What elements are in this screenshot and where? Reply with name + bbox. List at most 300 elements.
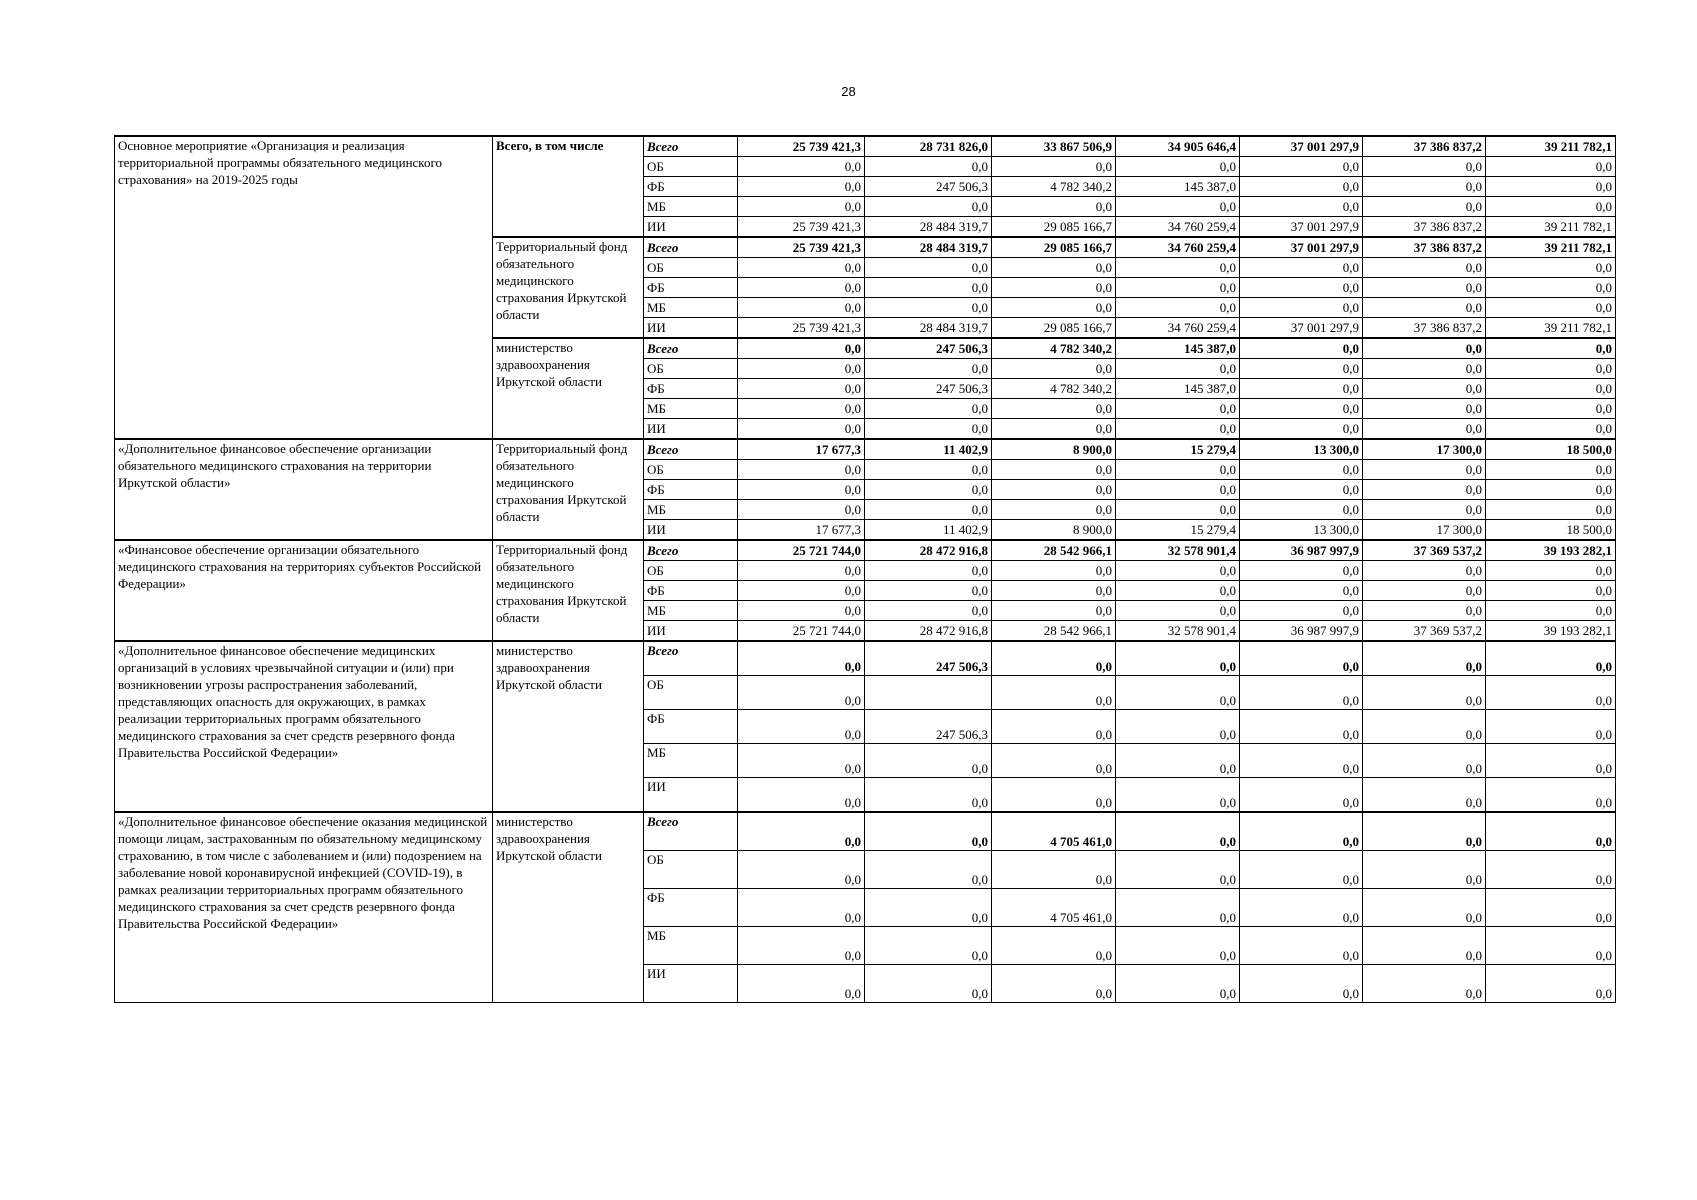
funding-source: ИИ	[644, 778, 738, 813]
amount-cell: 17 677,3	[738, 439, 865, 460]
budget-table	[114, 135, 1616, 1003]
executor-name: Территориальный фонд обязательного медицинского страхования Иркутской области	[493, 540, 644, 641]
amount-cell: 0,0	[738, 851, 865, 889]
funding-source: ИИ	[644, 520, 738, 541]
amount-cell: 0,0	[865, 889, 992, 927]
amount-cell: 0,0	[992, 561, 1116, 581]
funding-source: МБ	[644, 298, 738, 318]
executor-name: Территориальный фонд обязательного медицинского страхования Иркутской области	[493, 439, 644, 540]
amount-cell: 0,0	[865, 278, 992, 298]
funding-source: МБ	[644, 500, 738, 520]
amount-cell: 0,0	[865, 601, 992, 621]
amount-cell: 32 578 901,4	[1116, 540, 1240, 561]
funding-source: ОБ	[644, 460, 738, 480]
amount-cell: 0,0	[1486, 258, 1616, 278]
amount-cell: 0,0	[1486, 744, 1616, 778]
amount-cell: 4 782 340,2	[992, 379, 1116, 399]
funding-source: МБ	[644, 399, 738, 419]
amount-cell: 0,0	[865, 778, 992, 813]
amount-cell: 0,0	[1363, 379, 1486, 399]
amount-cell: 0,0	[1486, 676, 1616, 710]
amount-cell: 0,0	[738, 258, 865, 278]
executor-name: министерство здравоохранения Иркутской области	[493, 338, 644, 439]
amount-cell: 0,0	[1240, 778, 1363, 813]
amount-cell: 39 211 782,1	[1486, 237, 1616, 258]
amount-cell: 4 705 461,0	[992, 812, 1116, 851]
amount-cell: 0,0	[992, 927, 1116, 965]
amount-cell: 0,0	[865, 561, 992, 581]
funding-source: ФБ	[644, 278, 738, 298]
amount-cell: 0,0	[865, 197, 992, 217]
amount-cell: 0,0	[1240, 278, 1363, 298]
funding-source: МБ	[644, 927, 738, 965]
amount-cell: 0,0	[1363, 851, 1486, 889]
amount-cell: 0,0	[865, 812, 992, 851]
table-row-total	[115, 136, 1616, 157]
amount-cell: 0,0	[738, 927, 865, 965]
amount-cell: 11 402,9	[865, 439, 992, 460]
funding-source: МБ	[644, 601, 738, 621]
amount-cell: 0,0	[1116, 927, 1240, 965]
amount-cell: 37 386 837,2	[1363, 237, 1486, 258]
table-row-total	[115, 439, 1616, 460]
amount-cell: 39 193 282,1	[1486, 540, 1616, 561]
amount-cell: 145 387,0	[1116, 338, 1240, 359]
amount-cell: 0,0	[992, 278, 1116, 298]
amount-cell: 0,0	[865, 744, 992, 778]
amount-cell: 0,0	[1363, 197, 1486, 217]
amount-cell: 4 705 461,0	[992, 889, 1116, 927]
amount-cell: 0,0	[865, 298, 992, 318]
amount-cell: 0,0	[1116, 419, 1240, 440]
amount-cell: 39 211 782,1	[1486, 136, 1616, 157]
amount-cell: 0,0	[992, 298, 1116, 318]
amount-cell: 0,0	[1116, 965, 1240, 1003]
amount-cell: 0,0	[992, 851, 1116, 889]
amount-cell: 0,0	[865, 399, 992, 419]
funding-source: Всего	[644, 641, 738, 676]
amount-cell: 0,0	[992, 197, 1116, 217]
amount-cell: 0,0	[738, 500, 865, 520]
amount-cell: 0,0	[1116, 258, 1240, 278]
amount-cell: 0,0	[1363, 399, 1486, 419]
funding-source: ОБ	[644, 851, 738, 889]
amount-cell: 0,0	[1240, 676, 1363, 710]
funding-source: Всего	[644, 439, 738, 460]
amount-cell: 0,0	[865, 480, 992, 500]
amount-cell: 11 402,9	[865, 520, 992, 541]
funding-source: ИИ	[644, 965, 738, 1003]
page-number: 28	[841, 84, 856, 99]
amount-cell: 0,0	[1486, 379, 1616, 399]
amount-cell: 247 506,3	[865, 379, 992, 399]
amount-cell: 17 300,0	[1363, 520, 1486, 541]
amount-cell: 0,0	[1116, 399, 1240, 419]
amount-cell: 15 279,4	[1116, 520, 1240, 541]
amount-cell: 0,0	[1116, 889, 1240, 927]
activity-description: «Дополнительное финансовое обеспечение организации обязательного медицинского страхования на территории Иркутской области»	[115, 439, 493, 540]
amount-cell: 0,0	[1486, 500, 1616, 520]
funding-source: ОБ	[644, 258, 738, 278]
amount-cell: 25 739 421,3	[738, 237, 865, 258]
amount-cell: 0,0	[992, 500, 1116, 520]
amount-cell: 0,0	[1486, 338, 1616, 359]
activity-description: «Дополнительное финансовое обеспечение оказания медицинской помощи лицам, застрахованным по обязательному медицинскому страхованию, в том числе с заболеванием и (или) подозрением на заболевание новой коронавирусной инфекцией (COVID-19), в рамках реализации территориальных программ обязательного медицинского страхования за счет средств резервного фонда Правительства Российской Федерации»	[115, 812, 493, 1003]
amount-cell: 28 472 916,8	[865, 621, 992, 642]
amount-cell: 0,0	[1363, 812, 1486, 851]
amount-cell: 0,0	[738, 197, 865, 217]
amount-cell: 37 386 837,2	[1363, 217, 1486, 238]
amount-cell: 0,0	[865, 359, 992, 379]
funding-source: ИИ	[644, 217, 738, 238]
amount-cell: 0,0	[1116, 778, 1240, 813]
funding-source: Всего	[644, 237, 738, 258]
amount-cell: 0,0	[738, 561, 865, 581]
amount-cell: 28 542 966,1	[992, 621, 1116, 642]
table-row-total	[115, 641, 1616, 676]
amount-cell: 0,0	[1363, 480, 1486, 500]
amount-cell: 0,0	[1486, 851, 1616, 889]
amount-cell: 0,0	[1363, 561, 1486, 581]
amount-cell: 0,0	[1486, 927, 1616, 965]
funding-source: ОБ	[644, 676, 738, 710]
amount-cell: 0,0	[1116, 641, 1240, 676]
amount-cell: 0,0	[1363, 278, 1486, 298]
amount-cell: 13 300,0	[1240, 520, 1363, 541]
amount-cell: 34 760 259,4	[1116, 237, 1240, 258]
amount-cell: 0,0	[1116, 581, 1240, 601]
amount-cell: 0,0	[865, 258, 992, 278]
amount-cell: 0,0	[992, 581, 1116, 601]
amount-cell: 0,0	[1363, 889, 1486, 927]
amount-cell: 0,0	[1240, 480, 1363, 500]
amount-cell: 0,0	[1486, 399, 1616, 419]
amount-cell: 28 472 916,8	[865, 540, 992, 561]
amount-cell: 37 386 837,2	[1363, 318, 1486, 339]
amount-cell: 0,0	[1116, 812, 1240, 851]
funding-source: ФБ	[644, 889, 738, 927]
activity-description: Основное мероприятие «Организация и реализация территориальной программы обязательного медицинского страхования» на 2019-2025 годы	[115, 136, 493, 439]
amount-cell: 0,0	[1486, 965, 1616, 1003]
amount-cell: 0,0	[738, 419, 865, 440]
amount-cell: 0,0	[738, 338, 865, 359]
table-row-total	[115, 812, 1616, 851]
amount-cell: 37 001 297,9	[1240, 136, 1363, 157]
amount-cell: 36 987 997,9	[1240, 540, 1363, 561]
executor-name: министерство здравоохранения Иркутской области	[493, 812, 644, 1003]
amount-cell: 0,0	[1486, 778, 1616, 813]
funding-source: ФБ	[644, 480, 738, 500]
amount-cell: 8 900,0	[992, 439, 1116, 460]
amount-cell: 0,0	[1116, 500, 1240, 520]
amount-cell: 0,0	[1363, 676, 1486, 710]
amount-cell: 0,0	[1486, 480, 1616, 500]
amount-cell: 0,0	[1486, 460, 1616, 480]
funding-source: ФБ	[644, 581, 738, 601]
amount-cell: 0,0	[992, 778, 1116, 813]
amount-cell: 0,0	[1116, 710, 1240, 744]
amount-cell: 34 760 259,4	[1116, 217, 1240, 238]
amount-cell: 0,0	[738, 298, 865, 318]
amount-cell: 0,0	[1116, 278, 1240, 298]
funding-source: ИИ	[644, 621, 738, 642]
amount-cell: 0,0	[1240, 927, 1363, 965]
amount-cell: 37 386 837,2	[1363, 136, 1486, 157]
amount-cell: 0,0	[1240, 851, 1363, 889]
amount-cell: 17 677,3	[738, 520, 865, 541]
amount-cell: 36 987 997,9	[1240, 621, 1363, 642]
amount-cell: 0,0	[738, 778, 865, 813]
amount-cell: 0,0	[738, 399, 865, 419]
amount-cell: 0,0	[1363, 177, 1486, 197]
amount-cell: 0,0	[738, 889, 865, 927]
executor-name: Всего, в том числе	[493, 136, 644, 237]
amount-cell: 25 739 421,3	[738, 318, 865, 339]
amount-cell: 0,0	[738, 157, 865, 177]
amount-cell: 39 193 282,1	[1486, 621, 1616, 642]
amount-cell: 0,0	[992, 641, 1116, 676]
amount-cell: 0,0	[1116, 851, 1240, 889]
amount-cell: 0,0	[738, 641, 865, 676]
amount-cell: 0,0	[1240, 500, 1363, 520]
amount-cell: 0,0	[1240, 812, 1363, 851]
amount-cell: 25 739 421,3	[738, 217, 865, 238]
amount-cell: 15 279,4	[1116, 439, 1240, 460]
amount-cell: 0,0	[1116, 601, 1240, 621]
amount-cell: 0,0	[1240, 379, 1363, 399]
amount-cell: 0,0	[1363, 927, 1486, 965]
executor-name: Территориальный фонд обязательного медицинского страхования Иркутской области	[493, 237, 644, 338]
amount-cell: 0,0	[992, 965, 1116, 1003]
amount-cell: 32 578 901,4	[1116, 621, 1240, 642]
amount-cell: 0,0	[992, 419, 1116, 440]
amount-cell: 0,0	[865, 500, 992, 520]
amount-cell: 0,0	[1486, 812, 1616, 851]
amount-cell: 0,0	[1240, 744, 1363, 778]
amount-cell: 0,0	[1486, 561, 1616, 581]
funding-source: Всего	[644, 338, 738, 359]
funding-source: ОБ	[644, 157, 738, 177]
amount-cell: 0,0	[1363, 581, 1486, 601]
amount-cell: 0,0	[1486, 298, 1616, 318]
amount-cell: 13 300,0	[1240, 439, 1363, 460]
amount-cell: 0,0	[865, 157, 992, 177]
amount-cell: 0,0	[865, 419, 992, 440]
amount-cell: 0,0	[1116, 359, 1240, 379]
amount-cell	[865, 676, 992, 710]
amount-cell: 33 867 506,9	[992, 136, 1116, 157]
amount-cell: 0,0	[1486, 710, 1616, 744]
amount-cell: 0,0	[1240, 338, 1363, 359]
amount-cell: 0,0	[1240, 710, 1363, 744]
amount-cell: 0,0	[1240, 157, 1363, 177]
activity-description: «Дополнительное финансовое обеспечение медицинских организаций в условиях чрезвычайной ситуации и (или) при возникновении угрозы распространения заболеваний, представляющих опасность для окружающих, в рамках реализации территориальных программ обязательного медицинского страхования за счет средств резервного фонда Правительства Российской Федерации»	[115, 641, 493, 812]
amount-cell: 0,0	[1363, 710, 1486, 744]
amount-cell: 0,0	[865, 965, 992, 1003]
amount-cell: 0,0	[1240, 889, 1363, 927]
funding-source: МБ	[644, 197, 738, 217]
funding-source: Всего	[644, 540, 738, 561]
amount-cell: 0,0	[992, 399, 1116, 419]
amount-cell: 37 001 297,9	[1240, 318, 1363, 339]
funding-source: ФБ	[644, 379, 738, 399]
amount-cell: 0,0	[1363, 460, 1486, 480]
amount-cell: 0,0	[1240, 965, 1363, 1003]
amount-cell: 28 542 966,1	[992, 540, 1116, 561]
amount-cell: 0,0	[1486, 197, 1616, 217]
amount-cell: 145 387,0	[1116, 379, 1240, 399]
amount-cell: 0,0	[1116, 561, 1240, 581]
amount-cell: 247 506,3	[865, 338, 992, 359]
amount-cell: 37 001 297,9	[1240, 237, 1363, 258]
amount-cell: 0,0	[1363, 601, 1486, 621]
amount-cell: 17 300,0	[1363, 439, 1486, 460]
table-row-total	[115, 540, 1616, 561]
funding-source: Всего	[644, 812, 738, 851]
amount-cell: 247 506,3	[865, 641, 992, 676]
amount-cell: 0,0	[1363, 338, 1486, 359]
funding-source: ИИ	[644, 318, 738, 339]
amount-cell: 0,0	[992, 157, 1116, 177]
amount-cell: 37 369 537,2	[1363, 621, 1486, 642]
activity-description: «Финансовое обеспечение организации обязательного медицинского страхования на территориях субъектов Российской Федерации»	[115, 540, 493, 641]
amount-cell: 0,0	[1363, 965, 1486, 1003]
amount-cell: 0,0	[738, 379, 865, 399]
amount-cell: 25 739 421,3	[738, 136, 865, 157]
amount-cell: 0,0	[1363, 298, 1486, 318]
funding-source: МБ	[644, 744, 738, 778]
amount-cell: 0,0	[738, 359, 865, 379]
amount-cell: 0,0	[1486, 641, 1616, 676]
amount-cell: 0,0	[992, 601, 1116, 621]
amount-cell: 0,0	[1240, 581, 1363, 601]
amount-cell: 28 484 319,7	[865, 318, 992, 339]
amount-cell: 8 900,0	[992, 520, 1116, 541]
amount-cell: 0,0	[992, 676, 1116, 710]
amount-cell: 0,0	[738, 812, 865, 851]
amount-cell: 0,0	[992, 460, 1116, 480]
funding-source: ФБ	[644, 710, 738, 744]
amount-cell: 29 085 166,7	[992, 217, 1116, 238]
amount-cell: 0,0	[1116, 298, 1240, 318]
amount-cell: 0,0	[1240, 419, 1363, 440]
amount-cell: 29 085 166,7	[992, 237, 1116, 258]
amount-cell: 0,0	[1363, 359, 1486, 379]
amount-cell: 34 760 259,4	[1116, 318, 1240, 339]
amount-cell: 28 484 319,7	[865, 217, 992, 238]
amount-cell: 0,0	[738, 581, 865, 601]
amount-cell: 0,0	[1486, 359, 1616, 379]
amount-cell: 0,0	[738, 480, 865, 500]
amount-cell: 0,0	[1363, 744, 1486, 778]
executor-name: министерство здравоохранения Иркутской области	[493, 641, 644, 812]
amount-cell: 25 721 744,0	[738, 540, 865, 561]
amount-cell: 37 001 297,9	[1240, 217, 1363, 238]
amount-cell: 247 506,3	[865, 710, 992, 744]
funding-source: ОБ	[644, 561, 738, 581]
amount-cell: 0,0	[738, 676, 865, 710]
amount-cell: 0,0	[1116, 197, 1240, 217]
amount-cell: 0,0	[992, 710, 1116, 744]
funding-source: Всего	[644, 136, 738, 157]
amount-cell: 0,0	[992, 359, 1116, 379]
amount-cell: 0,0	[1486, 157, 1616, 177]
amount-cell: 29 085 166,7	[992, 318, 1116, 339]
amount-cell: 39 211 782,1	[1486, 217, 1616, 238]
amount-cell: 0,0	[1240, 641, 1363, 676]
amount-cell: 0,0	[1240, 399, 1363, 419]
amount-cell: 0,0	[1240, 561, 1363, 581]
amount-cell: 0,0	[1363, 500, 1486, 520]
amount-cell: 0,0	[738, 460, 865, 480]
amount-cell: 0,0	[1240, 258, 1363, 278]
funding-source: ФБ	[644, 177, 738, 197]
amount-cell: 37 369 537,2	[1363, 540, 1486, 561]
amount-cell: 0,0	[1486, 278, 1616, 298]
amount-cell: 25 721 744,0	[738, 621, 865, 642]
amount-cell: 0,0	[1363, 157, 1486, 177]
amount-cell: 0,0	[1240, 197, 1363, 217]
amount-cell: 0,0	[738, 601, 865, 621]
amount-cell: 0,0	[1240, 177, 1363, 197]
amount-cell: 0,0	[738, 278, 865, 298]
amount-cell: 0,0	[738, 710, 865, 744]
amount-cell: 18 500,0	[1486, 520, 1616, 541]
amount-cell: 0,0	[1240, 601, 1363, 621]
amount-cell: 0,0	[1240, 460, 1363, 480]
amount-cell: 39 211 782,1	[1486, 318, 1616, 339]
amount-cell: 0,0	[1116, 480, 1240, 500]
amount-cell: 0,0	[992, 258, 1116, 278]
amount-cell: 28 731 826,0	[865, 136, 992, 157]
funding-source: ИИ	[644, 419, 738, 440]
amount-cell: 247 506,3	[865, 177, 992, 197]
amount-cell: 0,0	[1116, 460, 1240, 480]
amount-cell: 0,0	[1486, 419, 1616, 440]
budget-table-body	[115, 136, 1616, 1003]
amount-cell: 0,0	[738, 177, 865, 197]
amount-cell: 0,0	[1363, 258, 1486, 278]
amount-cell: 0,0	[1486, 177, 1616, 197]
amount-cell: 0,0	[865, 927, 992, 965]
amount-cell: 34 905 646,4	[1116, 136, 1240, 157]
amount-cell: 0,0	[738, 744, 865, 778]
amount-cell: 0,0	[1116, 744, 1240, 778]
amount-cell: 0,0	[1486, 581, 1616, 601]
amount-cell: 145 387,0	[1116, 177, 1240, 197]
amount-cell: 0,0	[1116, 157, 1240, 177]
amount-cell: 0,0	[1240, 298, 1363, 318]
amount-cell: 28 484 319,7	[865, 237, 992, 258]
amount-cell: 0,0	[1363, 419, 1486, 440]
amount-cell: 0,0	[1486, 889, 1616, 927]
amount-cell: 4 782 340,2	[992, 177, 1116, 197]
amount-cell: 0,0	[865, 581, 992, 601]
amount-cell: 0,0	[1363, 641, 1486, 676]
amount-cell: 18 500,0	[1486, 439, 1616, 460]
amount-cell: 0,0	[1116, 676, 1240, 710]
amount-cell: 0,0	[865, 460, 992, 480]
amount-cell: 0,0	[1240, 359, 1363, 379]
amount-cell: 0,0	[992, 480, 1116, 500]
amount-cell: 0,0	[865, 851, 992, 889]
funding-source: ОБ	[644, 359, 738, 379]
amount-cell: 0,0	[1363, 778, 1486, 813]
amount-cell: 0,0	[992, 744, 1116, 778]
amount-cell: 4 782 340,2	[992, 338, 1116, 359]
amount-cell: 0,0	[738, 965, 865, 1003]
amount-cell: 0,0	[1486, 601, 1616, 621]
